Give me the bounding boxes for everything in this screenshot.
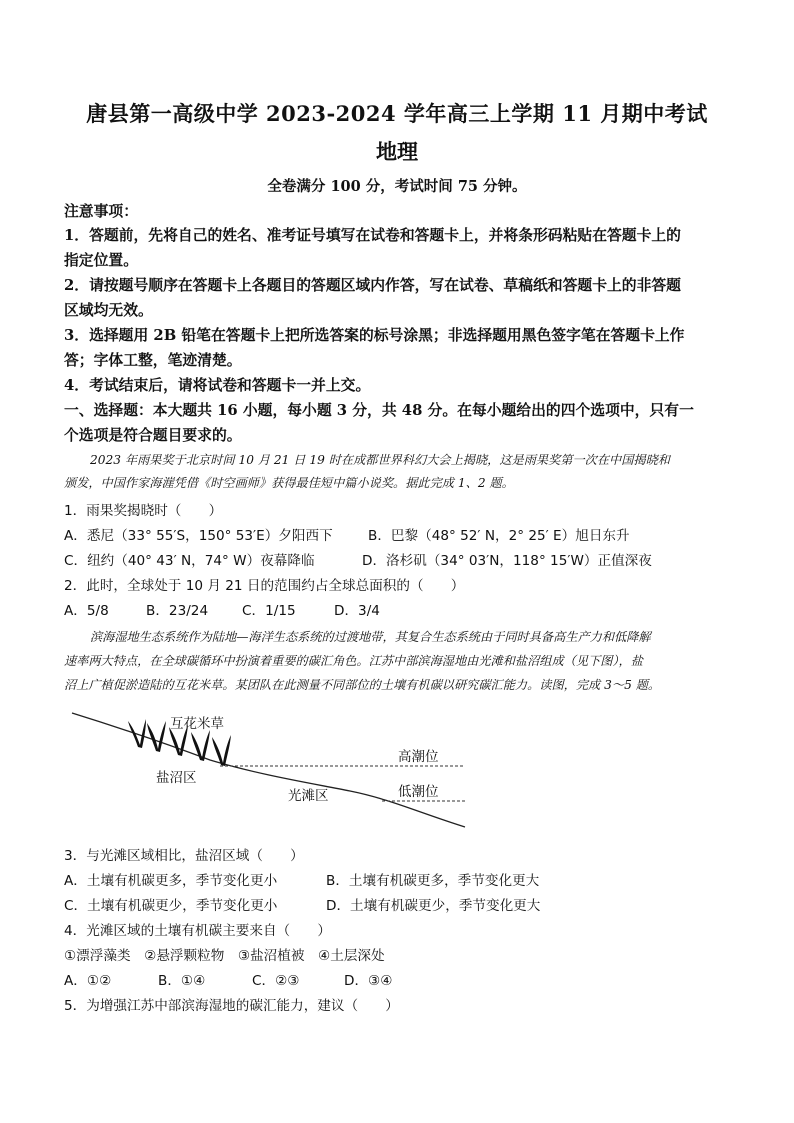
q4-stem: 4．光滩区域的土壤有机碳主要来自（ ） <box>64 923 331 939</box>
passage2-line2: 速率两大特点，在全球碳循环中扮演着重要的碳汇角色。江苏中部滨海湿地由光滩和盐沼组成（见下图），盐 <box>64 654 643 668</box>
grass-plant <box>147 721 166 752</box>
exam-info: 全卷满分 100 分，考试时间 75 分钟。 <box>267 178 527 195</box>
wetland-figure <box>70 705 480 835</box>
q2-option-d: D．3/4 <box>334 603 380 619</box>
subject-title: 地理 <box>376 139 418 164</box>
q4-items: ①漂浮藻类 ②悬浮颗粒物 ③盐沼植被 ④土层深处 <box>64 948 385 964</box>
q3-option-c: C．土壤有机碳更少，季节变化更小 <box>64 898 278 914</box>
notice-item-1b: 指定位置。 <box>64 252 138 269</box>
q2-stem: 2．此时，全球处于 10 月 21 日的范围约占全球总面积的（ ） <box>64 578 465 594</box>
q2-options <box>64 599 744 619</box>
q2-option-c: C．1/15 <box>242 603 296 619</box>
q4-option-a: A．①② <box>64 973 112 989</box>
passage2-line3: 沼上广植促淤造陆的互花米草。某团队在此测量不同部位的土壤有机碳以研究碳汇能力。读图，完成 3～5 题。 <box>64 678 661 692</box>
q2-option-a: A．5/8 <box>64 603 109 619</box>
notice-item-3a: 3．选择题用 2B 铅笔在答题卡上把所选答案的标号涂黑；非选择题用黑色签字笔在答题卡上作 <box>64 327 685 344</box>
notice-item-2a: 2．请按题号顺序在答题卡上各题目的答题区域内作答，写在试卷、草稿纸和答题卡上的非答题 <box>64 277 681 294</box>
passage2-line1: 滨海湿地生态系统作为陆地—海洋生态系统的过渡地带，其复合生态系统由于同时具备高生产力和低降解 <box>90 630 651 644</box>
q3-option-d: D．土壤有机碳更少，季节变化更大 <box>326 898 541 914</box>
q3-options-row2 <box>64 894 744 914</box>
q1-options-row1 <box>64 524 744 544</box>
q1-options-row2 <box>64 549 744 569</box>
q1-option-b: B．巴黎（48° 52′ N，2° 25′ E）旭日东升 <box>368 528 630 544</box>
q1-option-d: D．洛杉矶（34° 03′N，118° 15′W）正值深夜 <box>362 553 652 569</box>
q1-stem: 1．雨果奖揭晓时（ ） <box>64 503 223 519</box>
section1-line2: 个选项是符合题目要求的。 <box>64 427 242 444</box>
label-low-tide: 低潮位 <box>398 784 439 800</box>
label-high-tide: 高潮位 <box>398 749 439 765</box>
q1-option-a: A．悉尼（33° 55′S，150° 53′E）夕阳西下 <box>64 528 333 544</box>
q4-option-b: B．①④ <box>158 973 206 989</box>
q5-stem: 5．为增强江苏中部滨海湿地的碳汇能力，建议（ ） <box>64 998 399 1014</box>
ground-profile <box>72 713 465 827</box>
label-mudflat: 光滩区 <box>288 788 329 804</box>
notice-heading: 注意事项： <box>64 203 138 220</box>
q3-option-b: B．土壤有机碳更多，季节变化更大 <box>326 873 540 889</box>
label-salt-marsh: 盐沼区 <box>156 770 197 786</box>
q3-options-row1 <box>64 869 744 889</box>
section1-line1: 一、选择题：本大题共 16 小题，每小题 3 分，共 48 分。在每小题给出的四个选项中，只有一 <box>64 402 694 419</box>
q4-option-d: D．③④ <box>344 973 393 989</box>
q2-option-b: B．23/24 <box>146 603 209 619</box>
q1-option-c: C．纽约（40° 43′ N，74° W）夜幕降临 <box>64 553 315 569</box>
q4-option-c: C．②③ <box>252 973 300 989</box>
q4-options <box>64 969 744 989</box>
q3-option-a: A．土壤有机碳更多，季节变化更小 <box>64 873 278 889</box>
exam-title: 唐县第一高级中学 2023-2024 学年高三上学期 11 月期中考试 <box>86 101 708 126</box>
notice-item-3b: 答；字体工整，笔迹清楚。 <box>64 352 242 369</box>
passage1-line2: 颁发，中国作家海漄凭借《时空画师》获得最佳短中篇小说奖。据此完成 1、2 题。 <box>64 476 514 490</box>
label-cordgrass: 互花米草 <box>170 716 224 732</box>
notice-item-2b: 区域均无效。 <box>64 302 153 319</box>
q3-stem: 3．与光滩区域相比，盐沼区域（ ） <box>64 848 304 864</box>
notice-item-1a: 1．答题前，先将自己的姓名、准考证号填写在试卷和答题卡上，并将条形码粘贴在答题卡上的 <box>64 227 681 244</box>
notice-item-4: 4．考试结束后，请将试卷和答题卡一并上交。 <box>64 377 371 394</box>
passage1-line1: 2023 年雨果奖于北京时间 10 月 21 日 19 时在成都世界科幻大会上揭晓，这是雨果奖第一次在中国揭晓和 <box>90 453 670 467</box>
grass-plant <box>191 730 210 761</box>
